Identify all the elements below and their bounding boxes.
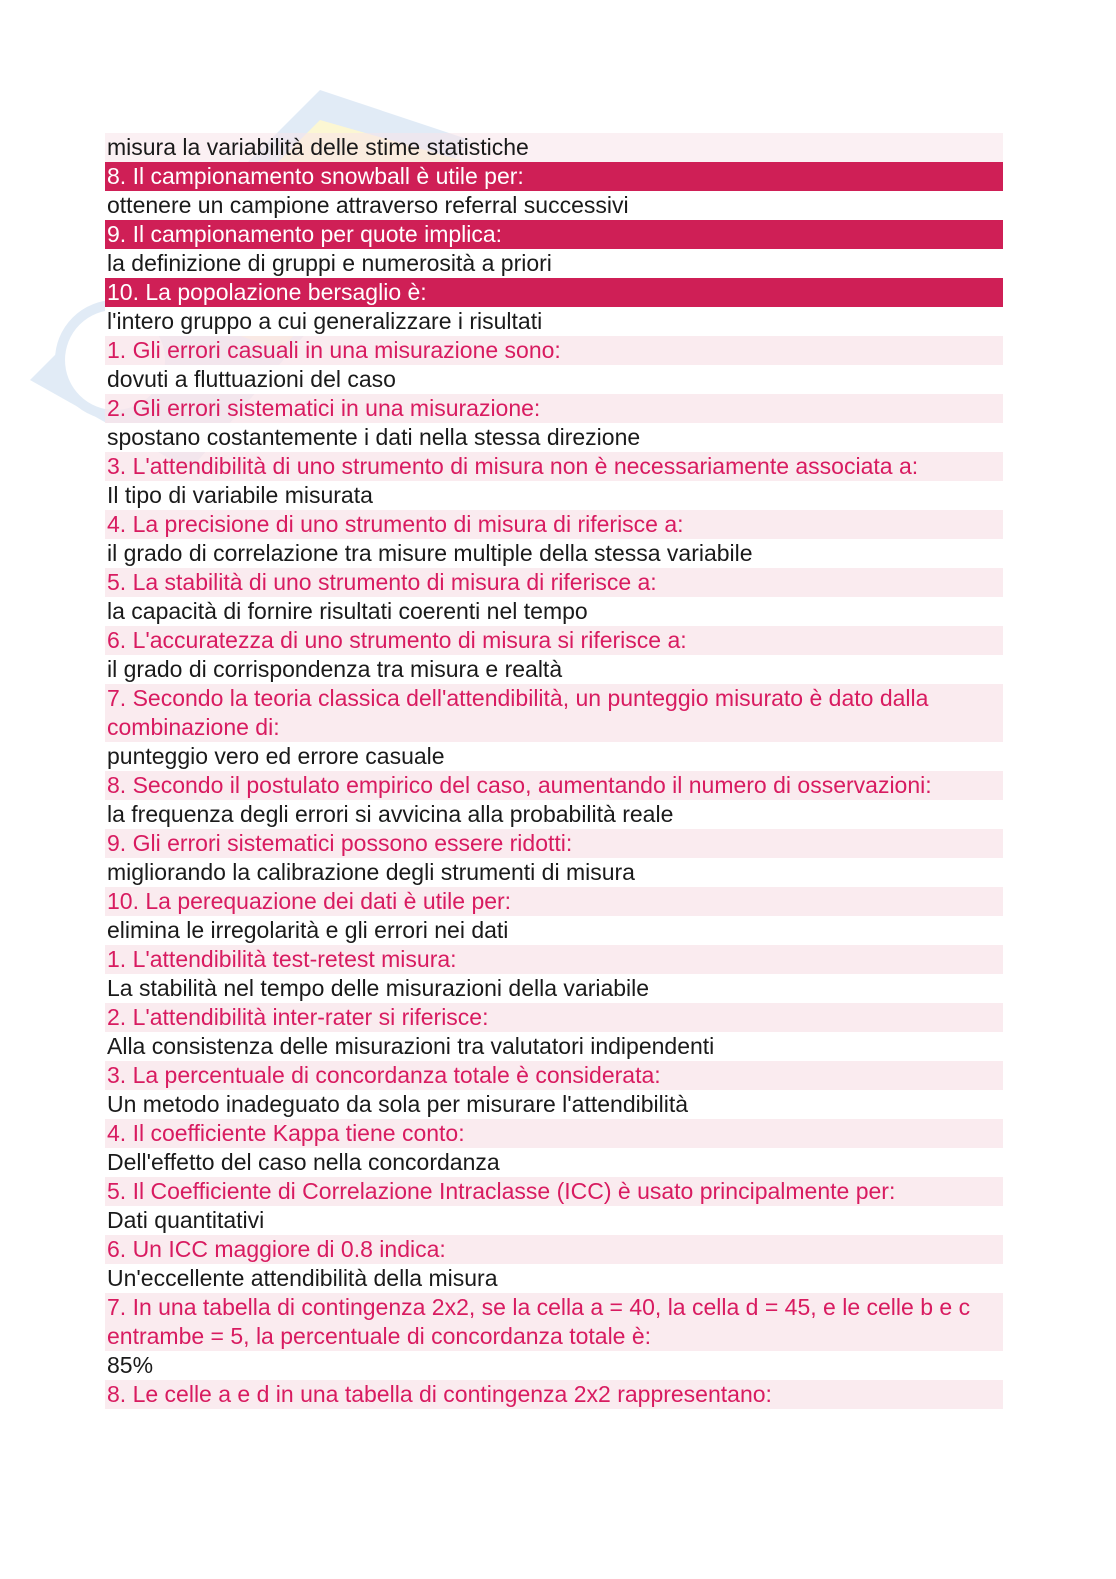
question-text: 4. La precisione di uno strumento di misura di riferisce a: [105, 510, 1003, 539]
answer-text: la frequenza degli errori si avvicina alla probabilità reale [105, 800, 1003, 829]
answer-text: la capacità di fornire risultati coerenti nel tempo [105, 597, 1003, 626]
question-text: 6. L'accuratezza di uno strumento di misura si riferisce a: [105, 626, 1003, 655]
answer-text: Dati quantitativi [105, 1206, 1003, 1235]
document-body [105, 133, 1003, 1409]
answer-text: Il tipo di variabile misurata [105, 481, 1003, 510]
answer-text: la definizione di gruppi e numerosità a priori [105, 249, 1003, 278]
answer-text: Dell'effetto del caso nella concordanza [105, 1148, 1003, 1177]
question-text: 10. La popolazione bersaglio è: [105, 278, 1003, 307]
answer-text: Alla consistenza delle misurazioni tra valutatori indipendenti [105, 1032, 1003, 1061]
question-text: 1. Gli errori casuali in una misurazione sono: [105, 336, 1003, 365]
answer-text: misura la variabilità delle stime statistiche [105, 133, 1003, 162]
answer-text: Un metodo inadeguato da sola per misurare l'attendibilità [105, 1090, 1003, 1119]
question-text: 3. La percentuale di concordanza totale è considerata: [105, 1061, 1003, 1090]
question-text: 7. In una tabella di contingenza 2x2, se la cella a = 40, la cella d = 45, e le celle b e c entrambe = 5, la percentuale di concordanza totale è: [105, 1293, 1003, 1351]
question-text: 9. Gli errori sistematici possono essere ridotti: [105, 829, 1003, 858]
question-text: 4. Il coefficiente Kappa tiene conto: [105, 1119, 1003, 1148]
question-text: 8. Il campionamento snowball è utile per: [105, 162, 1003, 191]
question-text: 1. L'attendibilità test-retest misura: [105, 945, 1003, 974]
answer-text: migliorando la calibrazione degli strumenti di misura [105, 858, 1003, 887]
answer-text: elimina le irregolarità e gli errori nei dati [105, 916, 1003, 945]
question-text: 10. La perequazione dei dati è utile per: [105, 887, 1003, 916]
question-text: 6. Un ICC maggiore di 0.8 indica: [105, 1235, 1003, 1264]
question-text: 8. Secondo il postulato empirico del caso, aumentando il numero di osservazioni: [105, 771, 1003, 800]
answer-text: dovuti a fluttuazioni del caso [105, 365, 1003, 394]
answer-text: ottenere un campione attraverso referral successivi [105, 191, 1003, 220]
question-text: 5. La stabilità di uno strumento di misura di riferisce a: [105, 568, 1003, 597]
question-text: 5. Il Coefficiente di Correlazione Intraclasse (ICC) è usato principalmente per: [105, 1177, 1003, 1206]
answer-text: 85% [105, 1351, 1003, 1380]
question-text: 3. L'attendibilità di uno strumento di misura non è necessariamente associata a: [105, 452, 1003, 481]
answer-text: l'intero gruppo a cui generalizzare i risultati [105, 307, 1003, 336]
question-text: 7. Secondo la teoria classica dell'attendibilità, un punteggio misurato è dato dalla combinazione di: [105, 684, 1003, 742]
answer-text: spostano costantemente i dati nella stessa direzione [105, 423, 1003, 452]
question-text: 2. Gli errori sistematici in una misurazione: [105, 394, 1003, 423]
answer-text: Un'eccellente attendibilità della misura [105, 1264, 1003, 1293]
question-text: 9. Il campionamento per quote implica: [105, 220, 1003, 249]
answer-text: il grado di correlazione tra misure multiple della stessa variabile [105, 539, 1003, 568]
question-text: 8. Le celle a e d in una tabella di contingenza 2x2 rappresentano: [105, 1380, 1003, 1409]
answer-text: punteggio vero ed errore casuale [105, 742, 1003, 771]
question-text: 2. L'attendibilità inter-rater si riferisce: [105, 1003, 1003, 1032]
answer-text: il grado di corrispondenza tra misura e realtà [105, 655, 1003, 684]
answer-text: La stabilità nel tempo delle misurazioni della variabile [105, 974, 1003, 1003]
